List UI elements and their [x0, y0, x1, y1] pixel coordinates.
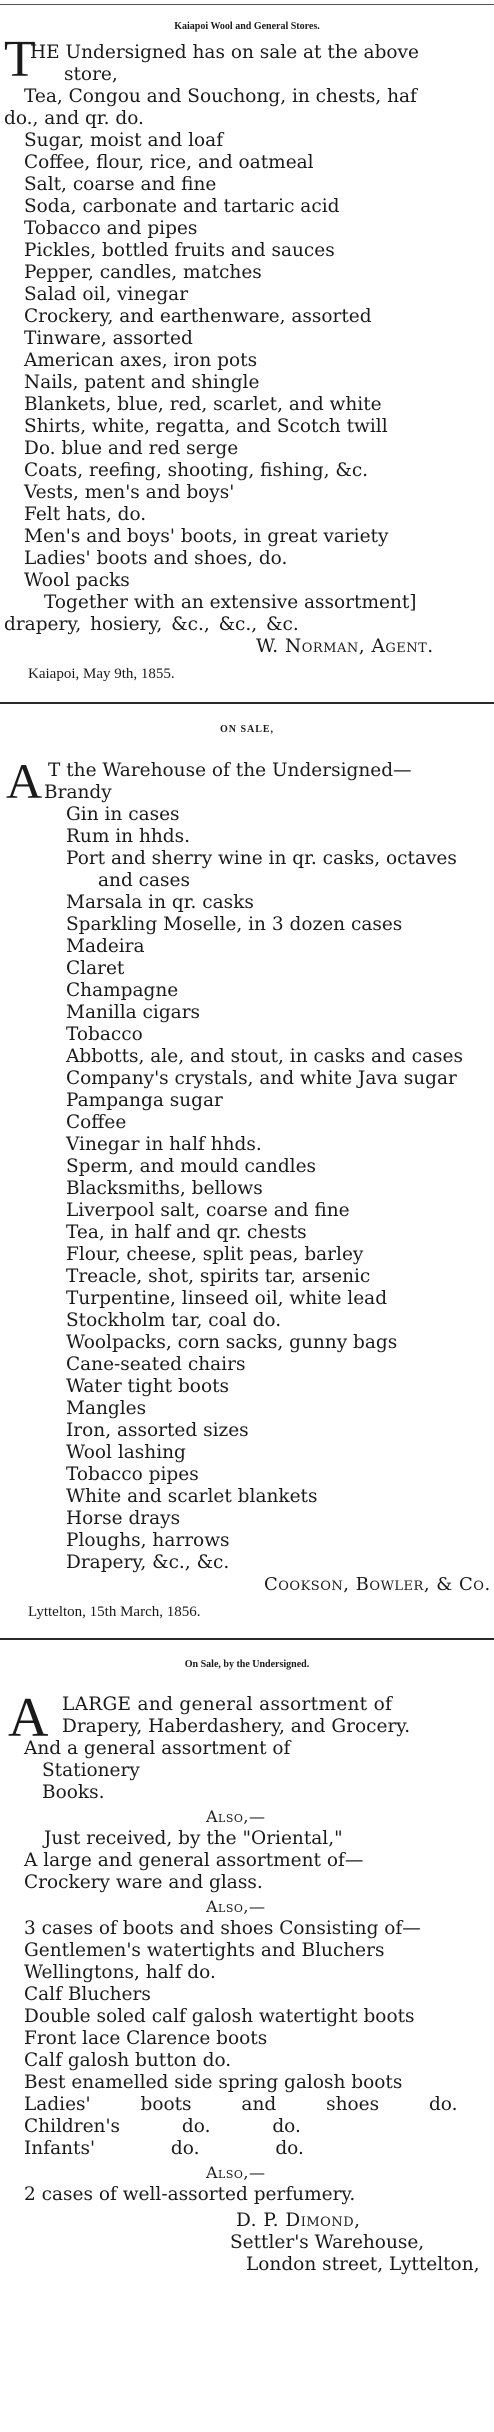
ad2-line: Iron, assorted sizes — [66, 1420, 249, 1441]
ad3-line: Infants' do. do. — [24, 2138, 304, 2159]
ad3-line: Drapery, Haberdashery, and Grocery. — [62, 1716, 411, 1737]
ad1-line: Salad oil, vinegar — [24, 284, 189, 305]
ad2-signature: Cookson, Bowler, & Co. — [264, 1574, 491, 1595]
ad1-line: Coffee, flour, rice, and oatmeal — [24, 152, 314, 173]
ad3-line: Just received, by the "Oriental," — [44, 1828, 343, 1849]
ad3-line: Front lace Clarence boots — [24, 2028, 268, 2049]
ad1-line: Nails, patent and shingle — [24, 372, 260, 393]
ad1-line: Men's and boys' boots, in great variety — [24, 526, 389, 547]
ad3-line: And a general assortment of — [24, 1738, 291, 1759]
ad1-line: Tobacco and pipes — [24, 218, 198, 239]
ad2-line: Pampanga sugar — [66, 1090, 223, 1111]
ad3-address-line: London street, Lyttelton, — [246, 2254, 480, 2275]
ad1-line: do., and qr. do. — [4, 108, 144, 129]
ad3-line: 3 cases of boots and shoes Consisting of— — [24, 1918, 421, 1939]
ad1-line: Sugar, moist and loaf — [24, 130, 224, 151]
ad2-line: Sperm, and mould candles — [66, 1156, 317, 1177]
ad2-line: Treacle, shot, spirits tar, arsenic — [66, 1266, 371, 1287]
ad3-line: LARGE and general assortment of — [62, 1694, 393, 1715]
separator-rule — [0, 702, 494, 704]
ad2-line: Woolpacks, corn sacks, gunny bags — [66, 1332, 398, 1353]
ad1-line: Pepper, candles, matches — [24, 262, 262, 283]
ad2-line: and cases — [98, 870, 190, 891]
ad2-line: Water tight boots — [66, 1376, 230, 1397]
ad1-line: Salt, coarse and fine — [24, 174, 217, 195]
ad2-line: Gin in cases — [66, 804, 180, 825]
ad2-line: Mangles — [66, 1398, 147, 1419]
ad1-line: drapery, hosiery, &c., &c., &c. — [4, 614, 299, 635]
ad1-line: HE Undersigned has on sale at the above — [30, 42, 419, 63]
ad3-line: Crockery ware and glass. — [24, 1872, 263, 1893]
ad1-line: Soda, carbonate and tartaric acid — [24, 196, 340, 217]
ad2-line: T the Warehouse of the Undersigned— — [48, 760, 412, 781]
ad2-line: White and scarlet blankets — [66, 1486, 318, 1507]
ad3-drop-cap: A — [8, 1687, 49, 1749]
ad1-dateline: Kaiapoi, May 9th, 1855. — [28, 666, 175, 682]
ad1-line: store, — [64, 64, 118, 85]
ad1-drop-cap: T — [4, 31, 36, 88]
ad1-line: American axes, iron pots — [24, 350, 258, 371]
ad1-line: Do. blue and red serge — [24, 438, 239, 459]
ad2-line: Marsala in qr. casks — [66, 892, 254, 913]
ad3-also-label: Also,— — [206, 1897, 266, 1916]
ad3-line: Children's do. do. — [24, 2116, 301, 2137]
ad3-line: 2 cases of well-assorted perfumery. — [24, 2184, 356, 2205]
ad1-line: Coats, reefing, shooting, fishing, &c. — [24, 460, 369, 481]
ad3-line: Gentlemen's watertights and Bluchers — [24, 1940, 385, 1961]
ad1-line: Pickles, bottled fruits and sauces — [24, 240, 335, 261]
ad1-line: Shirts, white, regatta, and Scotch twill — [24, 416, 388, 437]
ad2-line: Rum in hhds. — [66, 826, 191, 847]
ad2-line: Cane-seated chairs — [66, 1354, 246, 1375]
ad2-line: Liverpool salt, coarse and fine — [66, 1200, 350, 1221]
ad2-line: Claret — [66, 958, 125, 979]
ad2-line: Ploughs, harrows — [66, 1530, 230, 1551]
ad3-line: Stationery — [42, 1760, 140, 1781]
ad2-line: Flour, cheese, split peas, barley — [66, 1244, 364, 1265]
ad2-line: Coffee — [66, 1112, 127, 1133]
top-rule — [0, 4, 494, 5]
ad2-line: Turpentine, linseed oil, white lead — [66, 1288, 388, 1309]
ad2-line: Company's crystals, and white Java sugar — [66, 1068, 457, 1089]
ad3-signature: D. P. Dimond, — [236, 2210, 361, 2231]
ad1-line: Ladies' boots and shoes, do. — [24, 548, 288, 569]
ad2-line: Brandy — [44, 782, 112, 803]
ad1-line: Felt hats, do. — [24, 504, 147, 525]
ad1-line: Tinware, assorted — [24, 328, 193, 349]
ad3-also-label: Also,— — [206, 2163, 266, 2182]
ad2-line: Vinegar in half hhds. — [66, 1134, 262, 1155]
ad2-line: Stockholm tar, coal do. — [66, 1310, 282, 1331]
ad2-line: Tobacco pipes — [66, 1464, 199, 1485]
ad3-line: Books. — [42, 1782, 105, 1803]
ad1-line: Together with an extensive assortment] — [44, 592, 417, 613]
ad1-title: Kaiapoi Wool and General Stores. — [174, 21, 320, 32]
ad1-line: Wool packs — [24, 570, 130, 591]
separator-rule — [0, 1638, 494, 1640]
ad1-line: Vests, men's and boys' — [24, 482, 235, 503]
ad3-line: A large and general assortment of— — [24, 1850, 364, 1871]
ad2-dateline: Lyttelton, 15th March, 1856. — [28, 1604, 201, 1620]
ad2-line: Wool lashing — [66, 1442, 186, 1463]
ad1-line: Crockery, and earthenware, assorted — [24, 306, 372, 327]
ad2-line: Sparkling Moselle, in 3 dozen cases — [66, 914, 403, 935]
ad3-line: Double soled calf galosh watertight boots — [24, 2006, 415, 2027]
ad2-line: Port and sherry wine in qr. casks, octaves — [66, 848, 457, 869]
ad1-line: Tea, Congou and Souchong, in chests, haf — [24, 86, 417, 107]
ad2-title: ON SALE, — [219, 724, 275, 735]
ad2-line: Tobacco — [66, 1024, 143, 1045]
ad2-drop-cap: A — [6, 753, 43, 809]
ad1-line: Blankets, blue, red, scarlet, and white — [24, 394, 382, 415]
ad3-line: Calf Bluchers — [24, 1984, 151, 2005]
ad3-address-line: Settler's Warehouse, — [230, 2232, 425, 2253]
ad3-line: Calf galosh button do. — [24, 2050, 232, 2071]
ad2-line: Champagne — [66, 980, 179, 1001]
ad2-line: Tea, in half and qr. chests — [66, 1222, 307, 1243]
ad2-line: Horse drays — [66, 1508, 181, 1529]
ad1-signature: W. Norman, Agent. — [256, 636, 434, 657]
ad2-line: Manilla cigars — [66, 1002, 201, 1023]
ad2-line: Abbotts, ale, and stout, in casks and cases — [66, 1046, 463, 1067]
ad2-line: Madeira — [66, 936, 145, 957]
ad2-line: Blacksmiths, bellows — [66, 1178, 263, 1199]
ad3-title: On Sale, by the Undersigned. — [184, 1659, 310, 1670]
ad3-line: Wellingtons, half do. — [24, 1962, 216, 1983]
ad3-line: Ladies' boots and shoes do. — [24, 2094, 458, 2115]
ad2-line: Drapery, &c., &c. — [66, 1552, 230, 1573]
ad3-also-label: Also,— — [206, 1807, 266, 1826]
ad3-line: Best enamelled side spring galosh boots — [24, 2072, 403, 2093]
